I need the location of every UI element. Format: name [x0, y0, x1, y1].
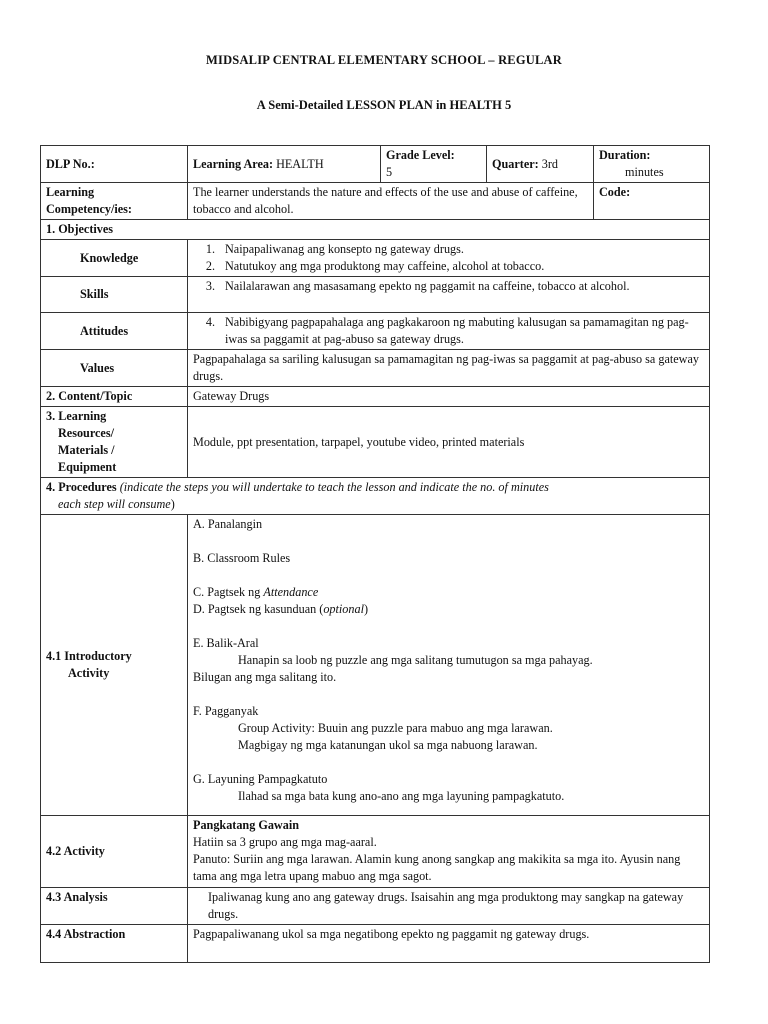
activity-label: 4.2 Activity: [41, 816, 188, 888]
dlp-no-label: DLP No.:: [46, 156, 95, 171]
skills-cell: [188, 277, 710, 313]
intro-step-c: C. Pagtsek ng Attendance: [193, 585, 319, 599]
skills-label: Skills: [41, 277, 188, 313]
abstraction-text: Pagpapaliwanang ukol sa mga negatibong epekto ng paggamit ng gateway drugs.: [188, 925, 710, 963]
intro-step-f: F. Pagganyak: [193, 704, 259, 718]
intro-step-g: G. Layuning Pampagkatuto: [193, 772, 328, 786]
resources-label-line2: Resources/: [58, 426, 114, 440]
competency-label-line1: Learning: [46, 185, 95, 199]
activity-line1: Hatiin sa 3 grupo ang mga mag-aaral.: [193, 835, 377, 849]
intro-label-line1: 4.1 Introductory: [46, 649, 132, 663]
quarter-cell: [487, 146, 594, 183]
knowledge-label: Knowledge: [41, 240, 188, 277]
plan-title: A Semi-Detailed LESSON PLAN in HEALTH 5: [256, 98, 512, 112]
skills-item: 3. Nailalarawan ang masasamang epekto ng paggamit na caffeine, tobacco at alcohol.: [205, 279, 630, 293]
intro-step-f-line2: Magbigay ng mga katanungan ukol sa mga nabuong larawan.: [238, 738, 538, 752]
content-topic-value: Gateway Drugs: [188, 387, 710, 407]
competency-text: The learner understands the nature and effects of the use and abuse of caffeine, tobacco and alcohol.: [188, 183, 594, 220]
activity-content: [188, 816, 710, 888]
intro-label-line2: Activity: [68, 666, 110, 680]
knowledge-item: 1. Naipapaliwanag ang konsepto ng gateway drugs.: [205, 242, 464, 256]
code-label: Code:: [599, 185, 631, 199]
analysis-label: 4.3 Analysis: [41, 888, 188, 925]
dlp-no-cell: [41, 146, 188, 183]
grade-level-value: 5: [386, 165, 393, 179]
attitudes-item: 4. Nabibigyang pagpapahalaga ang pagkakaroon ng mabuting kalusugan sa pamamagitan ng pag-iwas sa paggamit at pag-abuso sa gateway drugs.: [205, 315, 689, 346]
attitudes-label: Attitudes: [41, 313, 188, 350]
intro-step-g-line1: Ilahad sa mga bata kung ano-ano ang mga layuning pampagkatuto.: [238, 789, 565, 803]
intro-content: [188, 515, 710, 816]
procedures-label: 4. Procedures: [46, 480, 117, 494]
values-label: Values: [41, 350, 188, 387]
procedures-heading: [41, 478, 710, 515]
resources-label-line3: Materials /: [58, 443, 115, 457]
knowledge-item: 2. Natutukoy ang mga produktong may caffeine, alcohol at tobacco.: [205, 259, 545, 273]
intro-step-a: A. Panalangin: [193, 517, 263, 531]
grade-level-cell: [381, 146, 487, 183]
intro-step-e: E. Balik-Aral: [193, 636, 259, 650]
activity-heading: Pangkatang Gawain: [193, 818, 299, 832]
duration-label: Duration:: [599, 148, 651, 162]
intro-step-d: D. Pagtsek ng kasunduan (optional): [193, 602, 369, 616]
learning-area-cell: [188, 146, 381, 183]
intro-step-f-line1: Group Activity: Buuin ang puzzle para mabuo ang mga larawan.: [238, 721, 553, 735]
quarter-label: Quarter:: [492, 156, 539, 171]
grade-level-label: Grade Level:: [386, 148, 455, 162]
competency-label-line2: Competency/ies:: [46, 202, 132, 216]
objectives-heading: 1. Objectives: [41, 220, 710, 240]
abstraction-label: 4.4 Abstraction: [41, 925, 188, 963]
intro-step-e-line2: Bilugan ang mga salitang ito.: [193, 670, 337, 684]
lesson-plan-table: [40, 145, 710, 963]
duration-cell: [594, 146, 710, 183]
activity-line2: Panuto: Suriin ang mga larawan. Alamin kung anong sangkap ang makikita sa mga ito. Ayusin nang tama ang mga letra upang mabuo ang mga sagot.: [193, 852, 681, 883]
learning-area-value: HEALTH: [276, 156, 324, 171]
resources-label-cell: [41, 407, 188, 478]
code-cell: [594, 183, 710, 220]
duration-value: minutes: [625, 165, 664, 179]
learning-area-label: Learning Area:: [193, 156, 274, 171]
knowledge-cell: [188, 240, 710, 277]
resources-label-line1: 3. Learning: [46, 409, 107, 423]
attitudes-cell: [188, 313, 710, 350]
intro-step-e-line1: Hanapin sa loob ng puzzle ang mga salitang tumutugon sa mga pahayag.: [238, 653, 593, 667]
school-name: MIDSALIP CENTRAL ELEMENTARY SCHOOL – REGULAR: [206, 53, 562, 67]
resources-value: Module, ppt presentation, tarpapel, youtube video, printed materials: [188, 407, 710, 478]
resources-label-line4: Equipment: [58, 460, 117, 474]
intro-step-b: B. Classroom Rules: [193, 551, 291, 565]
procedures-note-line2: each step will consume): [58, 497, 175, 511]
content-topic-label: 2. Content/Topic: [41, 387, 188, 407]
values-text: Pagpapahalaga sa sariling kalusugan sa pamamagitan ng pag-iwas sa paggamit at pag-abuso sa gateway drugs.: [188, 350, 710, 387]
procedures-note-line1: (indicate the steps you will undertake to teach the lesson and indicate the no. of minutes: [119, 480, 549, 494]
intro-label-cell: [41, 515, 188, 816]
analysis-text: Ipaliwanag kung ano ang gateway drugs. Isaisahin ang mga produktong may sangkap na gateway drugs.: [188, 888, 710, 925]
competency-label-cell: [41, 183, 188, 220]
quarter-value: 3rd: [541, 156, 558, 171]
